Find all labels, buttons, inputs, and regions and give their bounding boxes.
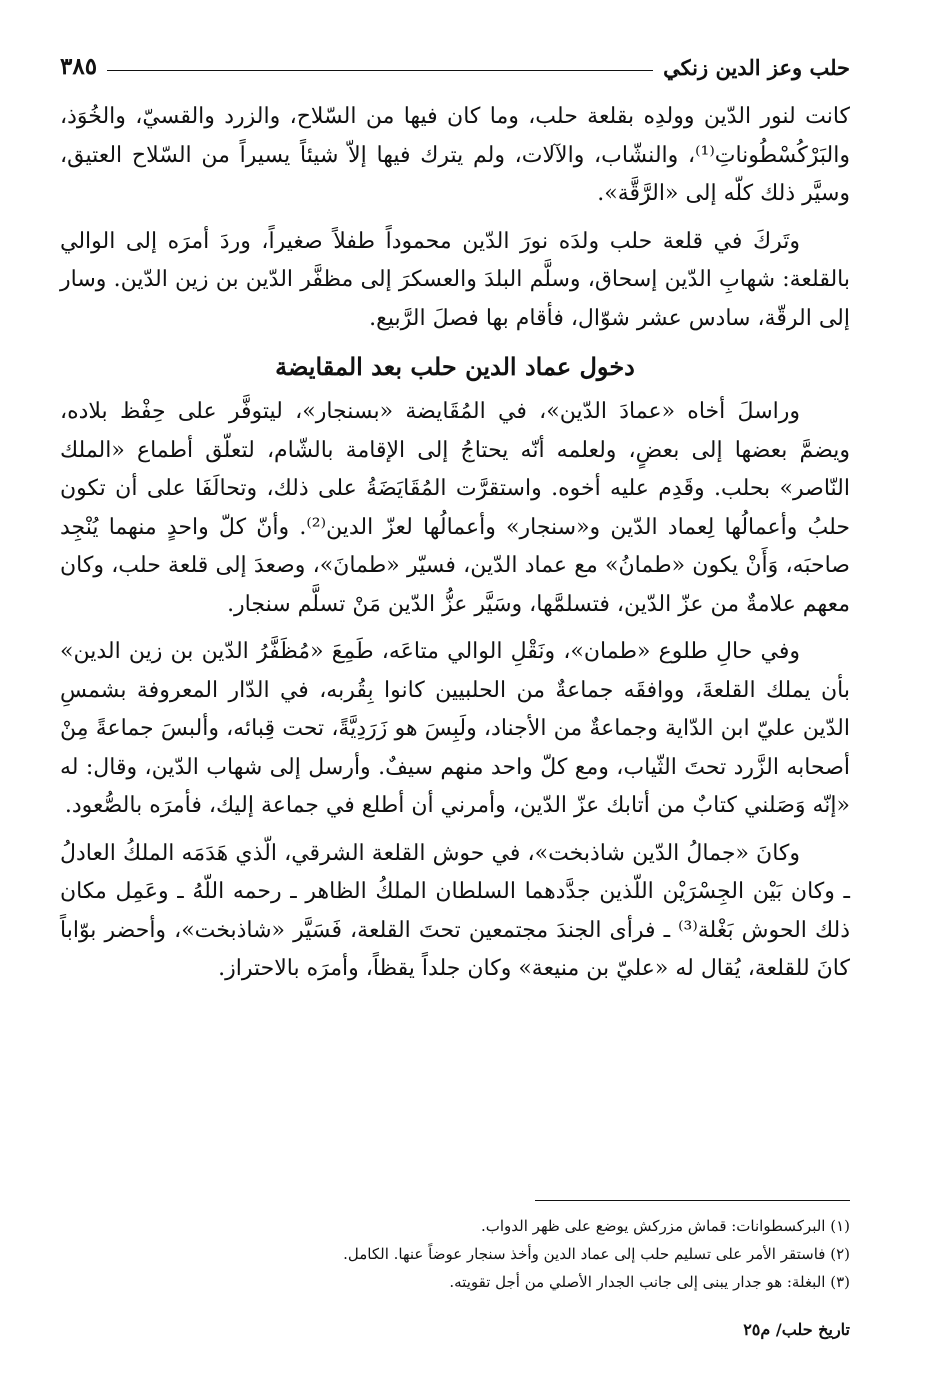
running-title: حلب وعز الدين زنكي (663, 55, 850, 80)
header-rule (107, 70, 653, 71)
section-title: دخول عماد الدين حلب بعد المقايضة (275, 352, 635, 381)
footnote-3: (٣) البغلة: هو جدار يبنى إلى جانب الجدار الأصلي من أجل تقويته. (449, 1273, 850, 1291)
signature-mark: تاريخ حلب/ م٢٥ (743, 1320, 850, 1339)
paragraph-5: وكانَ «جمالُ الدّين شاذبخت»، في حوش القلعة الشرقي، الّذي هَدَمَه الملكُ العادلُ ـ وكان بَيْن الجِسْرَيْن اللّذين جدَّدهما السلطان الملكُ الظاهر ـ رحمه اللّهُ ـ وعَمِل مكان ذلك الحوش بَغْلة⁽³⁾ ـ فرأى الجندَ مجتمعين تحتَ القلعة، فَسَيَّر «شاذبخت»، وأحضر بوّاباً كانَ للقلعة، يُقال له «عليّ بن منيعة» وكان جلداً يقظاً، وأمرَه بالاحتراز. (60, 840, 850, 981)
page-number: ٣٨٥ (60, 53, 98, 80)
page-header (60, 44, 850, 80)
paragraph-3: وراسلَ أخاه «عمادَ الدّين»، في المُقَايضة «بسنجار»، ليتوفَّر على حِفْظ بلاده، ويضمَّ بعضها إلى بعضٍ، ولعلمه أنّه يحتاجُ إلى الإقامة بالشّام، لتعلّق أطماع «الملك النّاصر» بحلب. وقَدِم عليه أخوه. واستقرَّت المُقَايَضَةُ على ذلك، وتحالَفَا على أن تكون حلبُ وأعمالُها لِعماد الدّين و«سنجار» وأعمالُها لعزّ الدين⁽²⁾. وأنّ كلّ واحدٍ منهما يُنْجِد صاحبَه، وَأَنْ يكون «طمانُ» مع عماد الدّين، فسيّر «طمانَ»، وصعدَ إلى قلعة حلب، وكان معهم علامةٌ من عزّ الدّين، فتسلمَّها، وسَيَّر عزُّ الدّين مَنْ تسلَّم سنجار. (60, 399, 850, 617)
paragraph-4: وفي حالِ طلوع «طمان»، ونَقْلِ الوالي متاعَه، طَمِعَ «مُظَفَّرُ الدّين بن زين الدين» بأن يملك القلعةَ، ووافقَه جماعةٌ من الحلبيين كانوا بِقُربه، في الدّار المعروفة بشمسِ الدّين عليّ ابن الدّاية وجماعةٌ من الأجناد، ولَبِسَ هو زَرَدِيَّةً، تحت قِبائه، وألبسَ جماعةً مِنْ أصحابه الزَّرد تحتَ الثّياب، ومع كلّ واحد منهم سيفٌ. وأرسل إلى شهاب الدّين، وقال: له «إنّه وَصَلني كتابٌ من أتابك عزّ الدّين، وأمرني أن أطلع في جماعة إليك، فأمرَه بالصُّعود. (60, 639, 850, 818)
footnote-rule (535, 1200, 850, 1201)
footnotes (60, 1212, 850, 1296)
body-text (60, 98, 850, 998)
footnote-2: (٢) فاستقر الأمر على تسليم حلب إلى عماد الدين وأخذ سنجار عوضاً عنها. الكامل. (343, 1245, 850, 1263)
paragraph-1: كانت لنور الدّين وولدِه بقلعة حلب، وما كان فيها من السّلاح، والزرد والقسيّ، والخُوَذ، والبَرْكُسْطُوناتِ⁽¹⁾، والنشّاب، والآلات، ولم يترك فيها إلاّ شيئاً يسيراً من السّلاح العتيق، وسيَّر ذلك كلّه إلى «الرَّقَّة». (60, 104, 850, 206)
footnote-1: (١) البركسطوانات: قماش مزركش يوضع على ظهر الدواب. (481, 1217, 850, 1235)
paragraph-2: وتَركَ في قلعة حلب ولدَه نورَ الدّين محموداً طفلاً صغيراً، وردَ أمرَه إلى الوالي بالقلعة: شهابِ الدّين إسحاق، وسلَّم البلدَ والعسكرَ إلى مظفَّر الدّين بن زين الدّين. وسار إلى الرقّة، سادس عشر شوّال، فأقام بها فصلَ الرَّبيع. (60, 228, 850, 331)
